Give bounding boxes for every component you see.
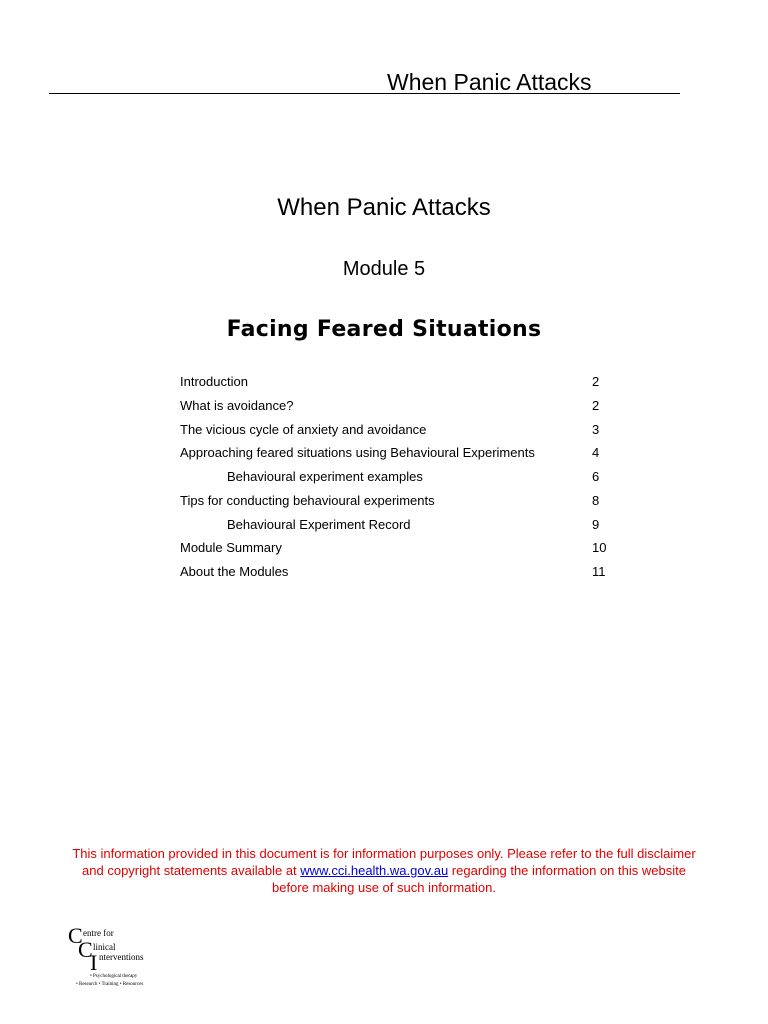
toc-item-what-is-avoidance[interactable] <box>180 394 620 418</box>
logo-letter-c2: C <box>78 937 93 962</box>
toc-page-number: 2 <box>592 397 600 413</box>
header-rule <box>49 93 680 94</box>
toc-entry-label: Tips for conducting behavioural experiments <box>180 492 435 508</box>
toc-page-number: 2 <box>592 374 600 389</box>
toc-item-experiment-examples[interactable] <box>180 465 620 489</box>
section-title: Facing Feared Situations <box>226 317 542 342</box>
toc-item-module-summary[interactable] <box>180 536 620 560</box>
document-title: When Panic Attacks <box>277 194 491 221</box>
toc-page-number: 9 <box>592 516 600 532</box>
toc-page-number: 10 <box>592 540 607 556</box>
logo-line-2: linical <box>93 942 116 952</box>
toc-item-tips[interactable] <box>180 489 620 513</box>
toc-entry-label: Approaching feared situations using Behavioural Experiments <box>180 445 535 461</box>
toc-item-vicious-cycle[interactable] <box>180 418 620 442</box>
toc-entry-label: What is avoidance? <box>180 397 294 413</box>
toc-entry-label: The vicious cycle of anxiety and avoidance <box>180 421 427 437</box>
disclaimer-text <box>70 845 698 896</box>
table-of-contents <box>180 370 620 584</box>
disclaimer-text-before: This information provided in this document is for information purposes only. Please refer to the full disclaimer and copyright statements available at <box>72 846 696 878</box>
toc-entry-label: Behavioural Experiment Record <box>227 516 411 532</box>
disclaimer-text-after: regarding the information on this website before making use of such information. <box>271 863 686 895</box>
toc-item-about-modules[interactable] <box>180 560 620 584</box>
module-label: Module 5 <box>342 258 426 280</box>
toc-item-approaching-feared-situations[interactable] <box>180 441 620 465</box>
toc-entry-label: About the Modules <box>180 564 289 579</box>
running-header-title: When Panic Attacks <box>387 69 592 95</box>
toc-entry-label: Introduction <box>180 374 248 389</box>
toc-page-number: 8 <box>592 492 600 508</box>
logo-tagline-2: • Research • Training • Resources <box>76 982 144 987</box>
logo-letter-i: I <box>90 950 98 975</box>
website-link[interactable]: www.cci.health.wa.gov.au <box>300 863 449 878</box>
toc-page-number: 4 <box>592 445 600 461</box>
logo-line-1: entre for <box>83 928 114 938</box>
toc-page-number: 3 <box>592 421 600 437</box>
toc-item-introduction[interactable] <box>180 370 620 394</box>
toc-page-number: 11 <box>592 564 606 579</box>
toc-item-experiment-record[interactable] <box>180 513 620 537</box>
logo-tagline-1: • Psychological therapy <box>90 974 138 979</box>
logo-letter-c1: C <box>68 924 83 948</box>
toc-entry-label: Module Summary <box>180 540 282 556</box>
toc-page-number: 6 <box>592 469 600 484</box>
toc-entry-label: Behavioural experiment examples <box>227 469 423 484</box>
logo-line-3: nterventions <box>99 952 144 962</box>
cci-logo <box>68 924 188 994</box>
